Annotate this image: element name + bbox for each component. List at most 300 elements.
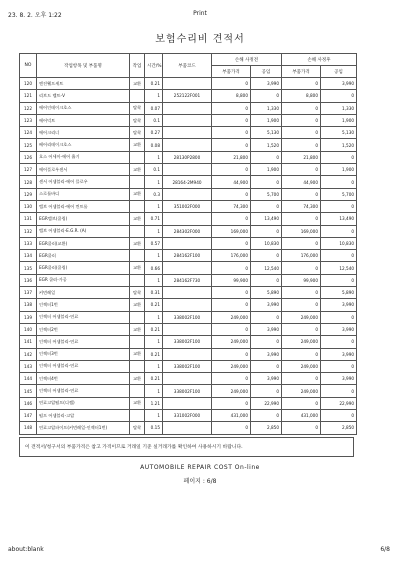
row-hours: 0.21	[145, 348, 163, 360]
row-hours: 0.31	[145, 287, 163, 299]
row-item: 밸브 어셈블리-에어 컨트롤	[37, 200, 130, 212]
row-part-code	[163, 102, 212, 114]
row-labor-before: 3,990	[251, 373, 282, 385]
row-labor-before: 1,900	[251, 114, 282, 126]
col-item-header: 작업항목 및 부품명	[37, 54, 130, 78]
row-work: 탈착	[130, 127, 145, 139]
row-labor-after: 12,540	[321, 262, 357, 274]
row-no: 142	[20, 348, 37, 360]
table-row	[20, 422, 357, 434]
row-labor-after: 0	[321, 225, 357, 237]
row-part-price-before: 249,000	[212, 336, 251, 348]
row-no: 147	[20, 410, 37, 422]
row-work: 교환	[130, 323, 145, 335]
row-part-code	[163, 373, 212, 385]
row-no: 129	[20, 188, 37, 200]
row-labor-after: 3,990	[321, 299, 357, 311]
row-hours: 0.21	[145, 299, 163, 311]
row-labor-after: 5,130	[321, 127, 357, 139]
row-labor-before: 1,900	[251, 164, 282, 176]
row-part-price-before: 0	[212, 422, 251, 434]
row-hours: 0.21	[145, 373, 163, 385]
row-no: 120	[20, 78, 37, 90]
row-no: 132	[20, 225, 37, 237]
row-labor-before: 10,830	[251, 237, 282, 249]
row-part-price-before: 99,900	[212, 274, 251, 286]
row-work: 교환	[130, 237, 145, 249]
row-hours: 1	[145, 410, 163, 422]
row-no: 131	[20, 213, 37, 225]
row-part-price-after: 249,000	[282, 336, 321, 348]
row-part-price-after: 169,000	[282, 225, 321, 237]
row-item: 스로틀바디	[37, 188, 130, 200]
row-labor-before: 0	[251, 90, 282, 102]
row-part-price-after: 0	[282, 139, 321, 151]
row-item: 인젝터2번	[37, 323, 130, 335]
col-no-header: NO	[20, 54, 37, 78]
row-part-code: 338002F100	[163, 311, 212, 323]
row-labor-after: 5,700	[321, 188, 357, 200]
row-hours: 1	[145, 90, 163, 102]
row-item: 인젝터 어셈블리-연료	[37, 360, 130, 372]
row-labor-after: 1,330	[321, 102, 357, 114]
row-part-price-before: 169,000	[212, 225, 251, 237]
table-row	[20, 262, 357, 274]
row-work: 교환	[130, 78, 145, 90]
row-labor-after: 1,520	[321, 139, 357, 151]
document-title: 보험수리비 견적서	[155, 34, 245, 45]
row-no: 122	[20, 102, 37, 114]
row-item: 에어플로우센서	[37, 164, 130, 176]
row-part-code: 284302F000	[163, 225, 212, 237]
row-part-price-after: 0	[282, 299, 321, 311]
row-part-price-before: 0	[212, 262, 251, 274]
row-part-price-before: 0	[212, 299, 251, 311]
row-work	[130, 274, 145, 286]
row-work	[130, 250, 145, 262]
row-part-code	[163, 397, 212, 409]
row-labor-after: 0	[321, 250, 357, 262]
row-labor-before: 2,850	[251, 422, 282, 434]
row-hours: 1	[145, 250, 163, 262]
row-no: 126	[20, 151, 37, 163]
row-part-code	[163, 139, 212, 151]
row-part-code: 28164-2M940	[163, 176, 212, 188]
row-no: 138	[20, 299, 37, 311]
row-part-price-after: 21,800	[282, 151, 321, 163]
row-work: 교환	[130, 348, 145, 360]
row-item: 센서 어셈블리-에어 플로우	[37, 176, 130, 188]
row-labor-before: 3,990	[251, 348, 282, 360]
table-row	[20, 164, 357, 176]
table-row	[20, 188, 357, 200]
row-no: 125	[20, 139, 37, 151]
row-item: EGR쿨러	[37, 250, 130, 262]
row-hours: 0.3	[145, 188, 163, 200]
row-part-code	[163, 164, 212, 176]
row-work	[130, 225, 145, 237]
row-no: 141	[20, 336, 37, 348]
row-work	[130, 410, 145, 422]
col-work-header: 작업	[130, 54, 145, 78]
row-hours: 1	[145, 385, 163, 397]
table-row	[20, 200, 357, 212]
row-part-price-before: 0	[212, 114, 251, 126]
row-part-code: 252122F001	[163, 90, 212, 102]
row-labor-before: 13,490	[251, 213, 282, 225]
row-part-price-before: 176,000	[212, 250, 251, 262]
row-work: 교환	[130, 299, 145, 311]
row-work: 탈착	[130, 114, 145, 126]
row-hours: 1	[145, 336, 163, 348]
row-no: 146	[20, 397, 37, 409]
row-part-price-before: 8,800	[212, 90, 251, 102]
row-item: 인젝터 어셈블리-연료	[37, 336, 130, 348]
row-hours: 0.1	[145, 114, 163, 126]
row-part-price-after: 176,000	[282, 250, 321, 262]
row-item: 호스 어세이-에어 흡기	[37, 151, 130, 163]
row-part-price-after: 0	[282, 213, 321, 225]
row-no: 127	[20, 164, 37, 176]
col-part-price-after-header: 부품가격	[282, 66, 321, 78]
table-row	[20, 114, 357, 126]
table-row	[20, 225, 357, 237]
row-no: 121	[20, 90, 37, 102]
row-part-price-before: 0	[212, 237, 251, 249]
col-labor-before-header: 공임	[251, 66, 282, 78]
row-part-price-before: 431,000	[212, 410, 251, 422]
col-labor-after-header: 공임	[321, 66, 357, 78]
row-labor-before: 3,990	[251, 299, 282, 311]
row-no: 144	[20, 373, 37, 385]
row-item: 인젝터 어셈블리-연료	[37, 385, 130, 397]
table-row	[20, 151, 357, 163]
row-part-price-before: 21,800	[212, 151, 251, 163]
table-row	[20, 336, 357, 348]
row-labor-after: 3,990	[321, 78, 357, 90]
row-item: 인젝터4번	[37, 373, 130, 385]
row-labor-after: 10,830	[321, 237, 357, 249]
row-part-price-after: 0	[282, 373, 321, 385]
row-labor-after: 1,900	[321, 114, 357, 126]
group-before-header: 손해 사정전	[212, 54, 282, 66]
row-work: 교환	[130, 139, 145, 151]
row-labor-before: 0	[251, 360, 282, 372]
row-work: 탈착	[130, 422, 145, 434]
group-after-header: 손해 사정후	[282, 54, 357, 66]
row-hours: 1	[145, 200, 163, 212]
row-part-code	[163, 127, 212, 139]
row-no: 137	[20, 287, 37, 299]
footer-service-name: AUTOMOBILE REPAIR COST On-line	[140, 464, 260, 471]
row-labor-before: 0	[251, 274, 282, 286]
row-part-price-after: 0	[282, 262, 321, 274]
row-part-price-before: 0	[212, 323, 251, 335]
row-labor-after: 3,990	[321, 323, 357, 335]
row-part-code	[163, 422, 212, 434]
table-row	[20, 237, 357, 249]
row-work	[130, 151, 145, 163]
row-labor-before: 1,520	[251, 139, 282, 151]
col-part-price-before-header: 부품가격	[212, 66, 251, 78]
row-no: 140	[20, 323, 37, 335]
estimate-rows	[20, 78, 357, 435]
row-part-price-after: 0	[282, 164, 321, 176]
row-no: 130	[20, 200, 37, 212]
row-labor-before: 3,990	[251, 78, 282, 90]
table-row	[20, 287, 357, 299]
row-part-code	[163, 262, 212, 274]
row-part-code	[163, 78, 212, 90]
row-hours: 1.21	[145, 397, 163, 409]
row-labor-before: 5,130	[251, 127, 282, 139]
row-work	[130, 200, 145, 212]
row-part-price-after: 431,000	[282, 410, 321, 422]
row-labor-before: 5,890	[251, 287, 282, 299]
row-item: 커먼레일	[37, 287, 130, 299]
row-part-price-before: 249,000	[212, 311, 251, 323]
row-work	[130, 90, 145, 102]
row-part-price-before: 0	[212, 102, 251, 114]
row-part-price-before: 74,300	[212, 200, 251, 212]
row-hours: 1	[145, 176, 163, 188]
row-hours: 0.27	[145, 127, 163, 139]
row-labor-before: 3,990	[251, 323, 282, 335]
row-part-price-after: 0	[282, 348, 321, 360]
table-row	[20, 397, 357, 409]
row-part-price-after: 99,900	[282, 274, 321, 286]
row-part-price-before: 0	[212, 139, 251, 151]
table-row	[20, 78, 357, 90]
row-labor-after: 0	[321, 151, 357, 163]
row-item: 에어인테이크호스	[37, 102, 130, 114]
row-item: 리브드 벨트-V	[37, 90, 130, 102]
print-title: Print	[193, 10, 207, 17]
table-row	[20, 274, 357, 286]
table-row	[20, 127, 357, 139]
row-part-price-after: 0	[282, 127, 321, 139]
row-labor-after: 0	[321, 176, 357, 188]
row-part-code: 351002F000	[163, 200, 212, 212]
row-labor-before: 22,990	[251, 397, 282, 409]
row-part-price-after: 44,900	[282, 176, 321, 188]
row-work	[130, 385, 145, 397]
row-hours: 0.15	[145, 422, 163, 434]
row-part-price-before: 0	[212, 287, 251, 299]
row-part-price-before: 0	[212, 78, 251, 90]
row-no: 134	[20, 250, 37, 262]
row-part-code: 284162F730	[163, 274, 212, 286]
table-row	[20, 373, 357, 385]
row-part-code	[163, 299, 212, 311]
table-row	[20, 102, 357, 114]
row-labor-before: 0	[251, 225, 282, 237]
footer-page-number: 페이지 : 6/8	[183, 478, 217, 485]
row-work: 교환	[130, 373, 145, 385]
table-row	[20, 410, 357, 422]
table-row	[20, 299, 357, 311]
row-part-price-before: 249,000	[212, 360, 251, 372]
row-labor-before: 0	[251, 385, 282, 397]
row-part-price-after: 74,300	[282, 200, 321, 212]
row-labor-after: 0	[321, 274, 357, 286]
row-part-code: 338002F100	[163, 360, 212, 372]
row-part-price-before: 0	[212, 188, 251, 200]
row-hours: 0.1	[145, 164, 163, 176]
row-item: 에어크리너	[37, 127, 130, 139]
row-part-code: 338002F100	[163, 385, 212, 397]
row-part-price-before: 0	[212, 127, 251, 139]
row-part-price-after: 249,000	[282, 311, 321, 323]
row-part-price-after: 249,000	[282, 385, 321, 397]
row-hours: 0.07	[145, 102, 163, 114]
row-hours: 0.66	[145, 262, 163, 274]
row-no: 124	[20, 127, 37, 139]
row-no: 135	[20, 262, 37, 274]
row-item: EGR쿨러(쿨링)	[37, 262, 130, 274]
row-hours: 1	[145, 151, 163, 163]
row-hours: 1	[145, 311, 163, 323]
table-row	[20, 323, 357, 335]
row-part-code	[163, 188, 212, 200]
row-labor-before: 0	[251, 410, 282, 422]
row-work: 교환	[130, 164, 145, 176]
table-row	[20, 311, 357, 323]
row-work: 탈착	[130, 102, 145, 114]
table-row	[20, 176, 357, 188]
row-labor-after: 0	[321, 410, 357, 422]
row-item: 펌프 어셈블리-고압	[37, 410, 130, 422]
row-part-price-before: 0	[212, 213, 251, 225]
row-item: 에어덕트	[37, 114, 130, 126]
row-part-price-after: 0	[282, 102, 321, 114]
row-labor-before: 0	[251, 250, 282, 262]
row-work	[130, 311, 145, 323]
row-part-price-before: 0	[212, 164, 251, 176]
row-item: 연료고압펌프(디젤)	[37, 397, 130, 409]
row-labor-after: 22,990	[321, 397, 357, 409]
row-hours: 0.71	[145, 213, 163, 225]
row-part-price-after: 0	[282, 188, 321, 200]
row-part-code: 338002F100	[163, 336, 212, 348]
row-work: 교환	[130, 262, 145, 274]
row-work: 교환	[130, 397, 145, 409]
row-hours: 0.21	[145, 78, 163, 90]
row-hours: 0.21	[145, 323, 163, 335]
col-hours-header: 시간/%	[145, 54, 163, 78]
row-part-price-after: 0	[282, 287, 321, 299]
row-item: 엔진웰프셰트	[37, 78, 130, 90]
estimate-table	[19, 53, 357, 435]
row-item: 인젝터3번	[37, 348, 130, 360]
row-labor-after: 0	[321, 311, 357, 323]
print-page-count: 6/8	[380, 546, 390, 553]
row-item: 인젝터 어셈블리-연료	[37, 311, 130, 323]
row-hours: 0.08	[145, 139, 163, 151]
row-part-price-before: 249,000	[212, 385, 251, 397]
row-work: 교환	[130, 188, 145, 200]
row-work	[130, 360, 145, 372]
row-labor-before: 0	[251, 151, 282, 163]
row-item: 베어리테이크호스	[37, 139, 130, 151]
row-item: 인젝터1번	[37, 299, 130, 311]
row-no: 123	[20, 114, 37, 126]
row-part-price-after: 0	[282, 114, 321, 126]
row-part-code	[163, 237, 212, 249]
row-labor-after: 0	[321, 385, 357, 397]
row-labor-after: 3,990	[321, 373, 357, 385]
row-labor-after: 0	[321, 336, 357, 348]
row-part-price-after: 249,000	[282, 360, 321, 372]
row-hours: 1	[145, 225, 163, 237]
row-part-code	[163, 348, 212, 360]
row-labor-after: 1,900	[321, 164, 357, 176]
row-hours: 1	[145, 274, 163, 286]
row-no: 136	[20, 274, 37, 286]
row-labor-after: 0	[321, 200, 357, 212]
row-labor-after: 0	[321, 90, 357, 102]
row-no: 128	[20, 176, 37, 188]
table-row	[20, 213, 357, 225]
row-labor-after: 5,890	[321, 287, 357, 299]
row-item: EGR쿨러(교환)	[37, 237, 130, 249]
row-hours: 1	[145, 360, 163, 372]
table-row	[20, 90, 357, 102]
row-item: EGR밸브(쿨링)	[37, 213, 130, 225]
row-part-code	[163, 213, 212, 225]
row-part-code	[163, 114, 212, 126]
row-part-price-before: 0	[212, 348, 251, 360]
row-no: 143	[20, 360, 37, 372]
table-row	[20, 385, 357, 397]
table-row	[20, 360, 357, 372]
row-labor-before: 0	[251, 311, 282, 323]
row-labor-after: 3,990	[321, 348, 357, 360]
row-part-price-after: 0	[282, 78, 321, 90]
row-work: 교환	[130, 213, 145, 225]
row-part-price-before: 0	[212, 373, 251, 385]
row-work: 탈착	[130, 287, 145, 299]
row-labor-before: 1,330	[251, 102, 282, 114]
row-part-code	[163, 287, 212, 299]
row-labor-before: 0	[251, 200, 282, 212]
row-labor-after: 0	[321, 360, 357, 372]
table-row	[20, 348, 357, 360]
row-part-price-after: 0	[282, 237, 321, 249]
row-labor-before: 0	[251, 176, 282, 188]
row-part-code	[163, 323, 212, 335]
row-hours: 0.57	[145, 237, 163, 249]
row-part-price-after: 0	[282, 397, 321, 409]
row-work	[130, 176, 145, 188]
row-labor-before: 12,540	[251, 262, 282, 274]
row-no: 133	[20, 237, 37, 249]
row-labor-before: 0	[251, 336, 282, 348]
table-row	[20, 139, 357, 151]
row-part-price-before: 0	[212, 397, 251, 409]
row-part-price-after: 0	[282, 323, 321, 335]
row-no: 139	[20, 311, 37, 323]
row-labor-before: 5,700	[251, 188, 282, 200]
row-part-price-after: 0	[282, 422, 321, 434]
row-part-price-before: 44,900	[212, 176, 251, 188]
price-notice: 이 견적서/청구서의 부품가격은 참고 가격이므로 거래일 기준 실거래가를 확인하여 사용하시기 바랍니다.	[19, 437, 354, 457]
row-labor-after: 13,490	[321, 213, 357, 225]
row-item: 밸브 어셈블리-E.G.R. (A)	[37, 225, 130, 237]
print-datetime: 23. 8. 2. 오후 1:22	[8, 12, 62, 19]
row-work	[130, 336, 145, 348]
row-no: 145	[20, 385, 37, 397]
